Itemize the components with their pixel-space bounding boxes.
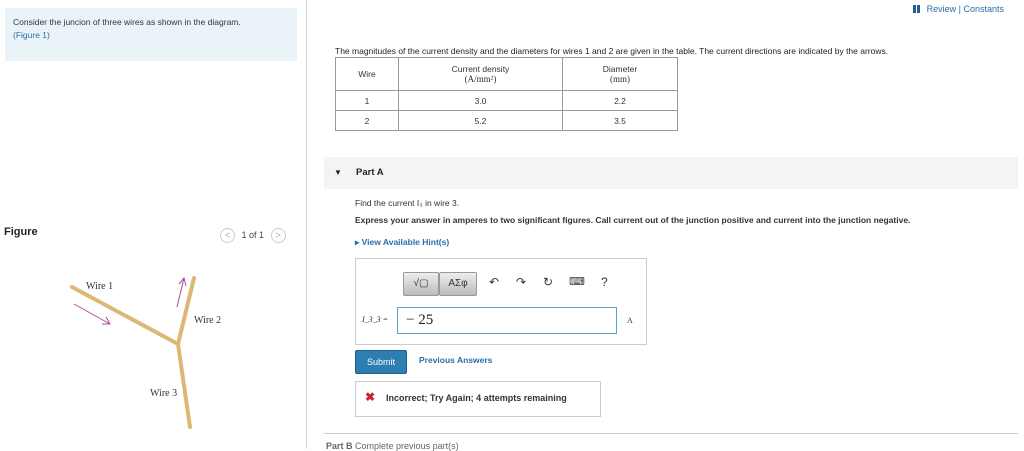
table-header-row: [336, 58, 678, 91]
help-icon[interactable]: ?: [601, 275, 608, 289]
feedback-text: Incorrect; Try Again; 4 attempts remaining: [386, 393, 567, 403]
part-b-header[interactable]: [326, 441, 459, 451]
header-density-label: Current density: [451, 64, 510, 74]
caret-right-icon: ▸: [355, 237, 362, 247]
magnitudes-text: The magnitudes of the current density and the diameters for wires 1 and 2 are given in the table. The current directions are indicated by the arrows.: [335, 46, 889, 56]
wire-2: [178, 278, 194, 344]
next-figure-button[interactable]: >: [271, 228, 286, 243]
review-constants-link[interactable]: [913, 4, 1004, 14]
intro-text: Consider the juncion of three wires as shown in the diagram.: [13, 17, 241, 27]
review-icon-bar: [917, 5, 920, 13]
wires: [72, 278, 194, 427]
header-diameter: [563, 58, 678, 91]
templates-button[interactable]: √▢: [403, 272, 439, 296]
wire-2-label: Wire 2: [194, 315, 222, 326]
table-row: [336, 91, 678, 111]
keyboard-icon[interactable]: ⌨: [569, 276, 585, 288]
table-row: [336, 111, 678, 131]
wire-3: [178, 344, 190, 427]
figure-title: Figure: [4, 226, 38, 238]
view-hints-link[interactable]: [355, 237, 449, 248]
panel-divider: [306, 0, 307, 449]
header-diameter-unit: (mm): [610, 74, 630, 84]
cell-diameter: 2.2: [563, 91, 678, 111]
wire-junction-diagram: [60, 262, 260, 442]
incorrect-x-icon: ✖: [365, 390, 376, 404]
wire-1: [72, 287, 178, 344]
header-wire: Wire: [336, 58, 399, 91]
header-diameter-label: Diameter: [602, 64, 638, 74]
answer-unit: A: [627, 316, 633, 325]
cell-density: 5.2: [399, 111, 563, 131]
header-density-unit: (A/mm²): [464, 74, 497, 84]
submit-button[interactable]: Submit: [355, 350, 407, 374]
undo-icon[interactable]: ↶: [489, 275, 500, 289]
greek-symbols-button[interactable]: ΑΣφ: [439, 272, 477, 296]
cell-wire: 2: [336, 111, 399, 131]
part-b-status: Complete previous part(s): [355, 441, 459, 451]
part-b-label: Part B: [326, 441, 353, 451]
reset-icon[interactable]: ↻: [543, 275, 554, 289]
express-instructions: Express your answer in amperes to two significant figures. Call current out of the junction positive and current into the junction negative.: [355, 215, 911, 225]
previous-answers-link[interactable]: Previous Answers: [419, 355, 493, 365]
cell-wire: 1: [336, 91, 399, 111]
review-icon: [913, 5, 916, 13]
answer-input[interactable]: − 25: [397, 307, 617, 334]
part-a-label[interactable]: Part A: [356, 167, 384, 178]
cell-diameter: 3.5: [563, 111, 678, 131]
cell-density: 3.0: [399, 91, 563, 111]
review-label: Review | Constants: [926, 4, 1004, 14]
wire-1-label: Wire 1: [86, 281, 114, 292]
header-density: [399, 58, 563, 91]
figure-pager: [220, 228, 286, 243]
wire-1-arrow: [74, 304, 110, 324]
data-table: [335, 57, 678, 131]
answer-variable-label: I_3_3 =: [362, 315, 389, 324]
find-text: Find the current I₃ in wire 3.: [355, 198, 460, 208]
prev-figure-button[interactable]: <: [220, 228, 235, 243]
redo-icon[interactable]: ↷: [516, 275, 527, 289]
wire-3-label: Wire 3: [150, 388, 178, 399]
pager-text: 1 of 1: [241, 229, 265, 240]
collapse-triangle-icon[interactable]: ▼: [334, 168, 342, 177]
section-divider: [324, 433, 1018, 434]
part-a-header[interactable]: [324, 157, 1018, 189]
figure-link[interactable]: (Figure 1): [13, 30, 50, 40]
hint-link-label: View Available Hint(s): [361, 237, 450, 247]
